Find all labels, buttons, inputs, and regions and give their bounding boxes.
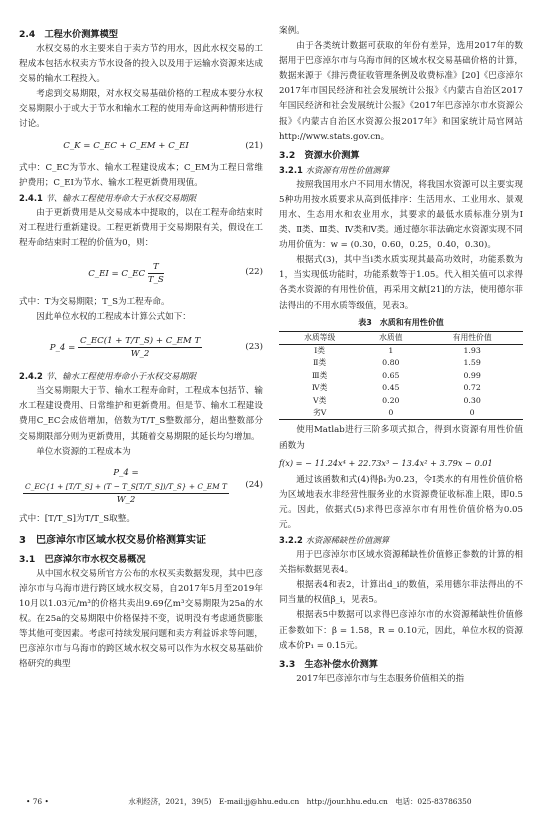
paragraph: 单位水资源的工程成本为 bbox=[36, 446, 131, 457]
table-cell: 0.45 bbox=[382, 383, 400, 393]
table-row bbox=[279, 395, 523, 407]
paragraph: 使用Matlab进行三阶多项式拟合，得到水资源有用性价值函数为 bbox=[279, 425, 523, 451]
table-cell: Ⅴ类 bbox=[312, 395, 327, 405]
subsection-heading-2-4-2 bbox=[19, 369, 263, 384]
table-row bbox=[279, 370, 523, 382]
table-cell: 0 bbox=[360, 407, 421, 420]
table-row bbox=[279, 382, 523, 394]
paragraph: 用于巴彦淖尔市区域水资源稀缺性价值修正参数的计算的相关指标数据见表4。 bbox=[279, 550, 523, 576]
paragraph: 案例。 bbox=[279, 26, 305, 36]
table-cell: 0.99 bbox=[463, 370, 481, 380]
column-header: 水质值 bbox=[360, 331, 421, 344]
equation-number: (21) bbox=[245, 141, 263, 152]
heading-text: 节、输水工程使用寿命大于水权交易期限 bbox=[45, 192, 197, 203]
table-cell: Ⅰ类 bbox=[314, 346, 326, 355]
equation-23 bbox=[19, 328, 263, 366]
paragraph: 2017年巴彦淖尔市与生态服务价值相关的指 bbox=[296, 673, 465, 684]
table-cell: 0 bbox=[421, 407, 523, 420]
equation-21 bbox=[19, 136, 263, 158]
heading-text: 节、输水工程使用寿命小于水权交易期限 bbox=[45, 371, 197, 382]
table-cell: 0.30 bbox=[463, 395, 481, 405]
paragraph: 由于各类统计数据可获取的年份有差异，选用2017年的数据用于巴彦淖尔市与乌海市间的区域水权交易基础价格的计算，数据来源于《排污费征收管理条例及收费标准》[20]《巴彦淖尔2017年市国民经济和社会发展统计公报》《内蒙古自治区2017年国民经济和社会发展统计公报》《2017年巴彦淖尔市水资源公报》《内蒙古自治区水资源公报2017年》和国家统计局官网站 http://www.stats.gov.cn。 bbox=[279, 41, 523, 142]
table-header-row bbox=[279, 331, 523, 344]
heading-text: 水资源有用性价值测算 bbox=[305, 164, 390, 175]
fraction-numerator: T bbox=[148, 261, 164, 274]
fraction-denominator: W_2 bbox=[130, 348, 150, 359]
equation-number: (24) bbox=[245, 480, 263, 491]
table-caption: 表3 水质和有用性价值 bbox=[358, 317, 444, 327]
equation-fx: f(x) = − 11.24x⁴ + 22.73x³ − 13.4x² + 3.79x − 0.01 bbox=[279, 457, 493, 468]
paragraph: 式中：T为交易期限；T_S为工程寿命。 bbox=[19, 297, 170, 308]
water-quality-table bbox=[279, 331, 523, 421]
equation-22 bbox=[19, 254, 263, 292]
paragraph: 式中：C_EC为节水、输水工程建设成本；C_EM为工程日常维护费用；C_EI为节水、输水工程更新费用现值。 bbox=[19, 162, 263, 188]
equation-lhs: P_4 = bbox=[49, 342, 76, 353]
heading-number: 2.4.2 bbox=[19, 371, 43, 382]
table-cell: 劣Ⅴ bbox=[279, 407, 360, 420]
section-heading-3: 3 巴彦淖尔市区域水权交易价格测算实证 bbox=[19, 534, 206, 546]
section-heading-3-3: 3.3 生态补偿水价测算 bbox=[279, 658, 378, 670]
equation-body bbox=[19, 261, 233, 286]
left-column bbox=[19, 24, 263, 672]
paragraph: 式中：[T/T_S]为T/T_S取整。 bbox=[19, 513, 135, 524]
table-cell: 1.59 bbox=[463, 358, 481, 368]
table-row bbox=[279, 407, 523, 420]
table-cell: 0.72 bbox=[463, 383, 481, 393]
subsection-heading-3-2-1 bbox=[279, 163, 523, 178]
fraction-denominator: T_S bbox=[147, 274, 164, 285]
fraction-denominator: W_2 bbox=[116, 494, 136, 505]
table-cell: 0.80 bbox=[382, 358, 400, 368]
table-cell: 0.65 bbox=[382, 370, 400, 380]
column-header: 有用性价值 bbox=[421, 331, 523, 344]
table-row bbox=[279, 357, 523, 369]
table-cell: 1.93 bbox=[463, 346, 481, 355]
equation-24 bbox=[19, 463, 263, 509]
section-heading-3-2: 3.2 资源水价测算 bbox=[279, 149, 360, 161]
paragraph: 通过该函数和式(4)得β₁为0.23，令Ⅰ类水的有用性价值价格为区域地表水非经营性服务业的水资源费征收标准上限，即0.5元。因此，依据式(5)求得巴彦淖尔市有用性价值价格为0.05元。 bbox=[279, 474, 523, 530]
paragraph: 从中国水权交易所官方公布的水权买卖数据发现，其中巴彦淖尔市与乌海市进行跨区域水权交易，自2017年5月至2019年10月以1.03元/m³的价格共卖出9.69亿m³交易期限为25a的水权。在25a的交易期限中价格保持不变，说明没有考虑通货膨胀等其他可变因素。考虑可持续发展问题和卖方利益诉求等问题，巴彦淖尔市与乌海市的跨区域水权交易可以作为水权交易基础价格研究的典型 bbox=[19, 568, 263, 670]
heading-number: 3.2.2 bbox=[279, 535, 303, 546]
equation-body bbox=[19, 335, 233, 360]
equation-body bbox=[19, 466, 233, 506]
paragraph: 根据式(3)，其中当i类水质实现其最高功效时，功能系数为1，当实现低功能时，功能系数等于1.05。代入相关值可以求得各类水资源的有用性价值，再采用文献[21]的方法，使用德尔菲法得出的不用水质等级值，见表3。 bbox=[279, 255, 523, 311]
heading-number: 2.4.1 bbox=[19, 192, 43, 203]
subsection-heading-2-4-1 bbox=[19, 191, 263, 206]
paragraph: 水权交易的水主要来自于卖方节约用水，因此水权交易的工程成本包括水权卖方节水设备的投入以及用于运输水资源来达成交易的输水工程投入。 bbox=[19, 44, 263, 85]
fraction-numerator: C_EC{1 + [T/T_S] + (T − T_S[T/T_S])/T_S} + C_EM T bbox=[23, 481, 229, 494]
paragraph: 按照我国用水户不同用水情况，将我国水资源可以主要实现5种功用按水质要求从高到低排序：生活用水、工业用水、景观用水、生态用水和农业用水，其要求的最低水质标准分别为Ⅰ类、Ⅱ类、Ⅲ类、Ⅳ类和Ⅴ类。通过德尔菲法确定水资源实现不同功用价值为：w = (0.30，0.60，0.25，0.40，0.30)。 bbox=[279, 179, 523, 251]
table-cell: Ⅱ类 bbox=[313, 358, 327, 368]
table-cell: Ⅳ类 bbox=[311, 383, 328, 393]
equation-number: (23) bbox=[245, 341, 263, 352]
equation-fraction bbox=[78, 335, 202, 360]
paragraph: 根据表4和表2，计算出d_i的数值，采用德尔菲法得出的不同当量的权值β_i，见表5。 bbox=[279, 580, 523, 606]
table-cell: 0.20 bbox=[382, 395, 400, 405]
column-header: 水质等级 bbox=[279, 331, 360, 344]
paragraph: 当交易期限大于节、输水工程寿命时，工程成本包括节、输水工程建设费用、日常维护和更新费用。但是节、输水工程建设费用C_EC会成倍增加，倍数为T/T_S整数部分，超出整数部分交易期限部分则为更新费用，其随着交易期限的延长均匀增加。 bbox=[19, 386, 263, 442]
page-number: • 76 • bbox=[26, 797, 49, 806]
section-heading-3-1: 3.1 巴彦淖尔市水权交易概况 bbox=[19, 553, 146, 565]
paragraph: 由于更新费用是从交易成本中提取的，以在工程寿命结束时对工程进行重新建设。工程更新费用于交易期限有关，假设在工程寿命结束时工程的价值为0，则： bbox=[19, 207, 263, 248]
paragraph: 考虑到交易期限，对水权交易基础价格的工程成本要分水权交易期限小于或大于节水和输水工程的使用寿命这两种情形进行讨论。 bbox=[19, 89, 263, 130]
table-cell: 1 bbox=[388, 346, 394, 355]
paragraph: 因此单位水权的工程成本计算公式如下： bbox=[36, 312, 191, 323]
heading-text: 水资源稀缺性价值测算 bbox=[305, 535, 390, 546]
heading-number: 3.2.1 bbox=[279, 164, 303, 175]
paragraph: 根据表5中数据可以求得巴彦淖尔市的水资源稀缺性价值修正参数如下：β = 1.58，R = 0.10元，因此，单位水权的资源成本价P₁ = 0.15元。 bbox=[279, 610, 523, 651]
equation-fraction bbox=[148, 261, 164, 286]
right-column bbox=[279, 24, 523, 687]
equation-lhs: C_EI = C_EC bbox=[88, 268, 146, 279]
fraction-numerator: C_EC(1 + T/T_S) + C_EM T bbox=[80, 335, 201, 346]
section-heading-2-4: 2.4 工程水价测算模型 bbox=[19, 29, 118, 40]
table-cell: Ⅲ类 bbox=[312, 370, 328, 380]
equation-fraction bbox=[23, 481, 229, 506]
subsection-heading-3-2-2 bbox=[279, 533, 523, 548]
equation-body: C_K = C_EC + C_EM + C_EI bbox=[63, 141, 189, 152]
equation-lhs: P_4 = bbox=[113, 467, 139, 478]
table-row bbox=[279, 345, 523, 358]
equation-number: (22) bbox=[245, 267, 263, 278]
journal-info: 水利经济，2021，39(5) E-mail:jj@hhu.edu.cn http://jour.hhu.edu.cn 电话：025-83786350 bbox=[128, 797, 472, 806]
